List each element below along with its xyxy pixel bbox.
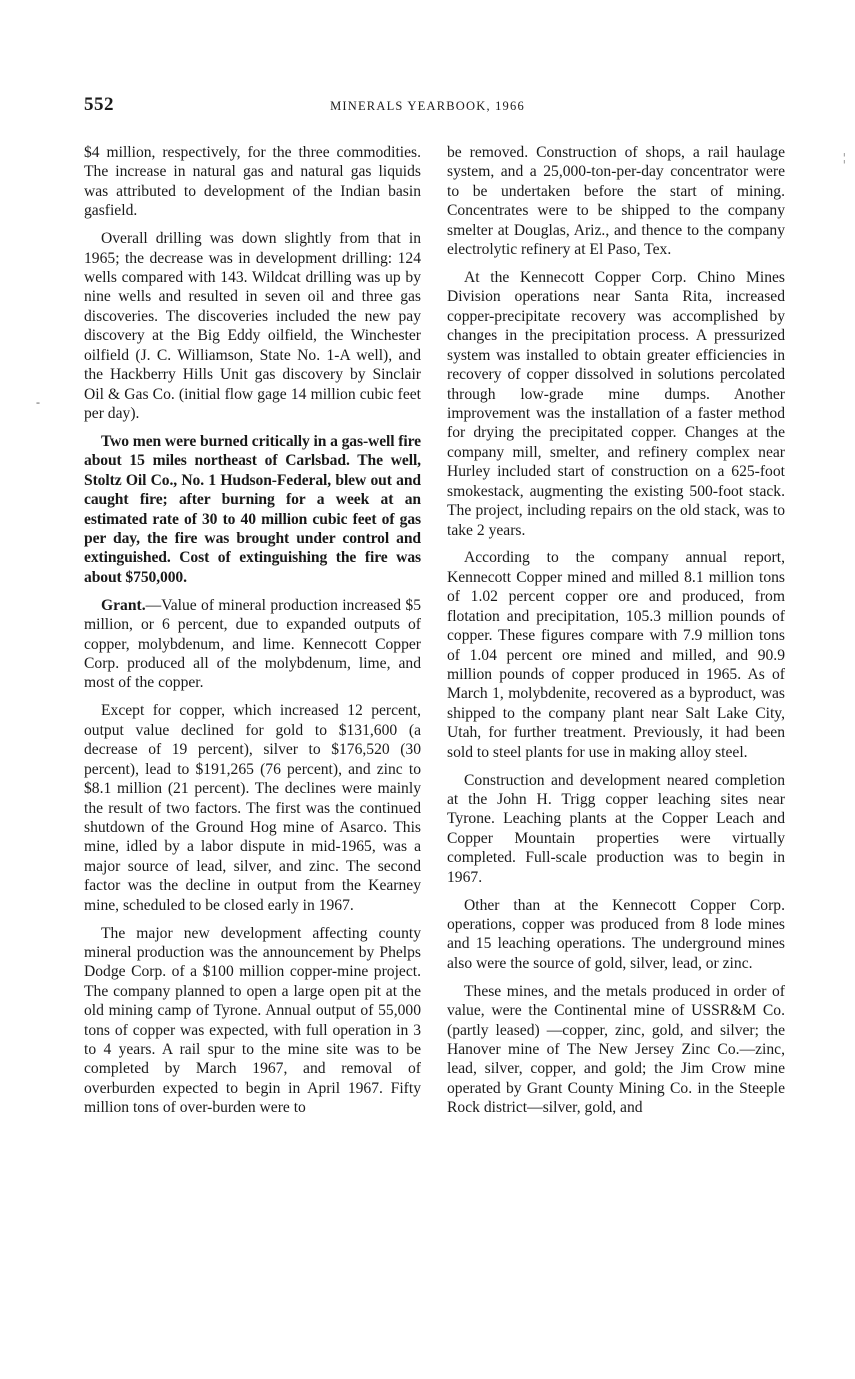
running-title: MINERALS YEARBOOK, 1966 [330,99,525,113]
margin-mark: - [36,395,40,409]
paragraph: Other than at the Kennecott Copper Corp. operations, copper was produced from 8 lode mines and 15 leaching operations. The underground mines also were the source of gold, silver, lead, or zinc. [447,896,785,972]
left-column [84,143,421,1126]
paragraph: Overall drilling was down slightly from that in 1965; the decrease was in development drilling: 124 wells compared with 143. Wildcat drilling was up by nine wells and resulted in seven oil and three gas discoveries. The discoveries included the new pay discovery at the Big Eddy oilfield, the Winchester oilfield (J. C. Williamson, State No. 1-A well), and the Hackberry Hills Unit gas discovery by Sinclair Oil & Gas Co. (initial flow gage 14 million cubic feet per day). [84,230,421,422]
paragraph: These mines, and the metals produced in order of value, were the Continental mine of USSR&M Co. (partly leased) —copper, zinc, gold, and silver; the Hanover mine of The New Jersey Zinc Co.—zinc, lead, silver, copper, and gold; the Jim Crow mine operated by Grant County Mining Co. in the Steeple Rock district—silver, gold, and [447,982,785,1117]
page-number: 552 [84,94,114,115]
right-column [447,143,785,1126]
paragraph: Two men were burned critically in a gas-well fire about 15 miles northeast of Carlsbad. The well, Stoltz Oil Co., No. 1 Hudson-Federal, blew out and caught fire; after burning for a week at an estimated rate of 30 to 40 million cubic feet of gas per day, the fire was brought under control and extinguished. Cost of extinguishing the fire was about $750,000. [84,432,421,586]
paragraph: Except for copper, which increased 12 percent, output value declined for gold to $131,600 (a decrease of 19 percent), silver to $176,520 (30 percent), lead to $191,265 (76 percent), and zinc to $8.1 million (21 percent). The declines were mainly the result of two factors. The first was the continued shutdown of the Ground Hog mine of Asarco. This mine, idled by a labor dispute in mid-1965, was a major source of lead, silver, and zinc. The second factor was the decline in output from the Kearney mine, scheduled to be closed early in 1967. [84,702,421,914]
paragraph: Construction and development neared completion at the John H. Trigg copper leaching sites near Tyrone. Leaching plants at the Copper Leach and Copper Mountain properties were virtually completed. Full-scale production was to begin in 1967. [447,771,785,886]
margin-mark: ¦ [843,150,846,164]
paragraph: At the Kennecott Copper Corp. Chino Mines Division operations near Santa Rita, increased copper-precipitate recovery was accomplished by changes in the precipitation process. A pressurized system was installed to obtain greater efficiencies in recovery of copper dissolved in solutions percolated through low-grade mine dumps. Another improvement was the installation of a faster method for drying the precipitated copper. Changes at the company mill, smelter, and refinery complex near Hurley included start of construction on a 625-foot smokestack, augmenting the existing 500-foot stack. The project, including repairs on the old stack, was to take 2 years. [447,269,785,539]
paragraph: be removed. Construction of shops, a rail haulage system, and a 25,000-ton-per-day concentrator were to be undertaken before the start of mining. Concentrates were to be shipped to the company smelter at Douglas, Ariz., and thence to the company electrolytic refinery at El Paso, Tex. [447,144,785,259]
paragraph-grant [84,596,421,693]
paragraph: The major new development affecting county mineral production was the announcement by Phelps Dodge Corp. of a $100 million copper-mine project. The company planned to open a large open pit at the old mining camp of Tyrone. Annual output of 55,000 tons of copper was expected, with full operation in 3 to 4 years. A rail spur to the mine site was to be completed by March 1967, and removal of overburden expected to begin in April 1967. Fifty million tons of over-burden were to [84,924,421,1117]
paragraph: $4 million, respectively, for the three commodities. The increase in natural gas and natural gas liquids was attributed to development of the Indian basin gasfield. [84,144,421,220]
run-in-heading: Grant. [101,596,146,614]
paragraph: According to the company annual report, Kennecott Copper mined and milled 8.1 million tons of 1.02 percent copper ore and produced, from flotation and precipitation, 105.3 million pounds of copper. These figures compare with 7.9 million tons of 1.04 percent ore mined and milled, and 90.9 million pounds of copper produced in 1965. As of March 1, molybdenite, recovered as a byproduct, was shipped to the company plant near Salt Lake City, Utah, for further treatment. Previously, it had been sold to steel plants for use in making alloy steel. [447,549,785,761]
paragraph-text: —Value of mineral production increased $5 million, or 6 percent, due to expanded outputs of copper, molybdenum, and lime. Kennecott Copper Corp. produced all of the molybdenum, lime, and most of the copper. [84,596,421,692]
